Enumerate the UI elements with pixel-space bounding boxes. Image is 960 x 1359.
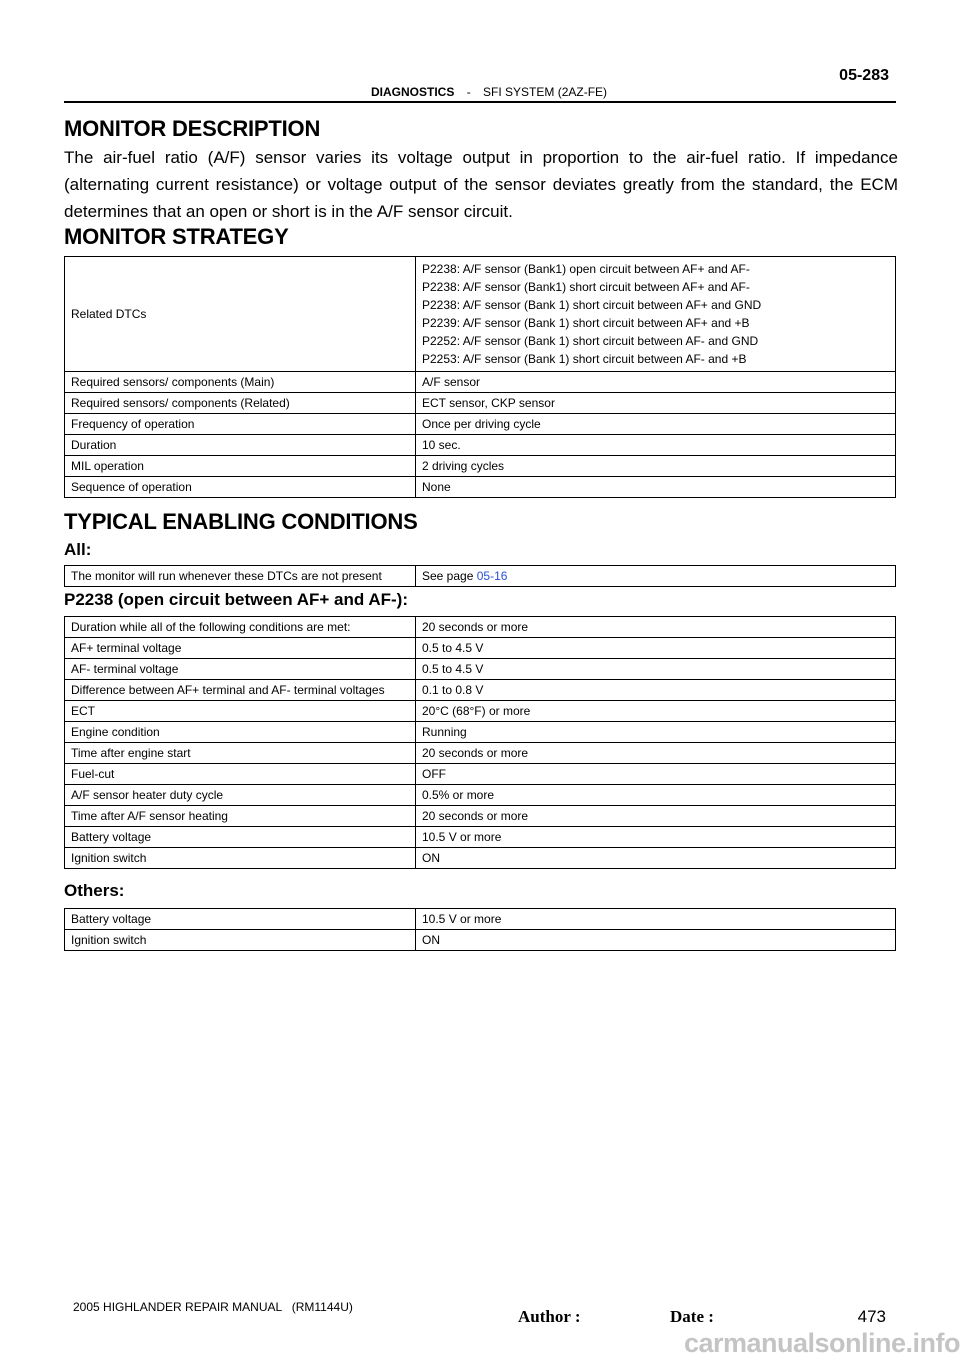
cell-label: Engine condition: [65, 722, 416, 743]
dtc-item: P2238: A/F sensor (Bank1) short circuit between AF+ and AF-: [422, 280, 750, 294]
cell-label: Frequency of operation: [65, 414, 416, 435]
enabling-conditions-title: TYPICAL ENABLING CONDITIONS: [64, 509, 418, 534]
dtc-item: P2252: A/F sensor (Bank 1) short circuit between AF- and GND: [422, 334, 759, 348]
header-system: SFI SYSTEM (2AZ-FE): [483, 85, 608, 99]
cell-value: OFF: [416, 764, 896, 785]
cell-label: Required sensors/ components (Related): [65, 393, 416, 414]
page-link-05-16[interactable]: 05-16: [476, 569, 508, 583]
others-conditions-table: [64, 908, 896, 951]
cell-value: A/F sensor: [416, 372, 896, 393]
table-row: [65, 414, 896, 435]
table-row: [65, 743, 896, 764]
cell-value: 2 driving cycles: [416, 456, 896, 477]
table-row: [65, 930, 896, 951]
cell-value: ON: [416, 848, 896, 869]
cell-value: 10.5 V or more: [416, 909, 896, 930]
dtc-item: P2238: A/F sensor (Bank 1) short circuit between AF+ and GND: [422, 298, 762, 312]
table-row: [65, 638, 896, 659]
monitor-description-title: MONITOR DESCRIPTION: [64, 116, 321, 141]
table-row: [65, 701, 896, 722]
manual-footer: 2005 HIGHLANDER REPAIR MANUAL (RM1144U): [73, 1300, 353, 1314]
table-row: [65, 806, 896, 827]
table-row: [65, 435, 896, 456]
table-row: [65, 257, 896, 372]
table-row: [65, 617, 896, 638]
table-row: [65, 785, 896, 806]
cell-label: Time after A/F sensor heating: [65, 806, 416, 827]
monitor-description-text: The air-fuel ratio (A/F) sensor varies its voltage output in proportion to the air-fuel ratio. If impedance (alternating current resistance) or voltage output of the sensor deviates greatly from the standard, the ECM determines that an open or short is in the A/F sensor circuit.: [64, 148, 898, 221]
cell-label: The monitor will run whenever these DTCs are not present: [65, 566, 416, 587]
cell-value: ON: [416, 930, 896, 951]
table-row: [65, 909, 896, 930]
author-label: Author :: [518, 1307, 581, 1326]
related-dtcs-label: Related DTCs: [65, 257, 416, 372]
table-row: [65, 477, 896, 498]
cell-value: 10 sec.: [416, 435, 896, 456]
cell-label: Battery voltage: [65, 909, 416, 930]
cell-value: 0.5% or more: [416, 785, 896, 806]
all-conditions-table: [64, 565, 896, 587]
dtc-item: P2253: A/F sensor (Bank 1) short circuit between AF- and +B: [422, 352, 747, 366]
table-row: [65, 680, 896, 701]
cell-label: A/F sensor heater duty cycle: [65, 785, 416, 806]
cell-value: ECT sensor, CKP sensor: [416, 393, 896, 414]
cell-value: 0.5 to 4.5 V: [416, 659, 896, 680]
header-rule: [64, 101, 896, 103]
p2238-subtitle: P2238 (open circuit between AF+ and AF-):: [64, 590, 408, 609]
cell-label: Time after engine start: [65, 743, 416, 764]
cell-label: Ignition switch: [65, 930, 416, 951]
cell-label: ECT: [65, 701, 416, 722]
related-dtcs-list: [416, 257, 896, 372]
table-row: [65, 393, 896, 414]
cell-value: Once per driving cycle: [416, 414, 896, 435]
table-row: [65, 764, 896, 785]
table-row: [65, 456, 896, 477]
cell-label: Difference between AF+ terminal and AF- terminal voltages: [65, 680, 416, 701]
monitor-strategy-title: MONITOR STRATEGY: [64, 224, 289, 249]
dtc-item: P2238: A/F sensor (Bank1) open circuit between AF+ and AF-: [422, 262, 750, 276]
others-subtitle: Others:: [64, 881, 125, 900]
cell-value: None: [416, 477, 896, 498]
cell-value: 0.5 to 4.5 V: [416, 638, 896, 659]
cell-label: MIL operation: [65, 456, 416, 477]
cell-label: Battery voltage: [65, 827, 416, 848]
cell-label: Duration: [65, 435, 416, 456]
cell-label: Fuel-cut: [65, 764, 416, 785]
all-subtitle: All:: [64, 540, 92, 559]
p2238-conditions-table: [64, 616, 896, 869]
table-row: [65, 722, 896, 743]
cell-value: 20 seconds or more: [416, 806, 896, 827]
cell-label: AF+ terminal voltage: [65, 638, 416, 659]
header-section: DIAGNOSTICS: [371, 85, 455, 99]
cell-value: 10.5 V or more: [416, 827, 896, 848]
table-row: [65, 659, 896, 680]
cell-value: [416, 566, 896, 587]
cell-value: Running: [416, 722, 896, 743]
page-code: 05-283: [839, 67, 889, 84]
header-title: [371, 85, 607, 99]
monitor-strategy-table: [64, 256, 896, 498]
cell-label: AF- terminal voltage: [65, 659, 416, 680]
cell-label: Sequence of operation: [65, 477, 416, 498]
header-separator: -: [466, 85, 471, 99]
dtc-item: P2239: A/F sensor (Bank 1) short circuit between AF+ and +B: [422, 316, 750, 330]
see-page-text: See page: [422, 569, 477, 583]
site-watermark: carmanualsonline.info: [683, 1328, 960, 1358]
cell-value: 20°C (68°F) or more: [416, 701, 896, 722]
table-row: [65, 827, 896, 848]
page-number: 473: [857, 1307, 886, 1326]
table-row: [65, 848, 896, 869]
cell-label: Duration while all of the following conditions are met:: [65, 617, 416, 638]
cell-label: Ignition switch: [65, 848, 416, 869]
table-row: [65, 372, 896, 393]
cell-value: 20 seconds or more: [416, 617, 896, 638]
date-label: Date :: [670, 1307, 714, 1326]
cell-value: 20 seconds or more: [416, 743, 896, 764]
cell-value: 0.1 to 0.8 V: [416, 680, 896, 701]
table-row: [65, 566, 896, 587]
cell-label: Required sensors/ components (Main): [65, 372, 416, 393]
